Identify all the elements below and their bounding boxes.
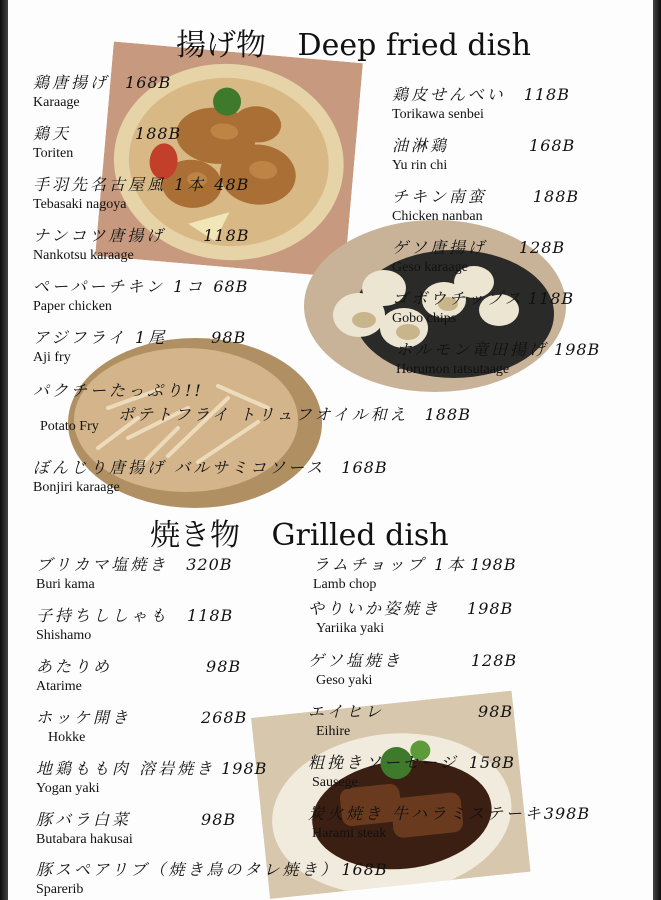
item-name-en: Sausege [312,775,358,790]
item-name-jp: エイヒレ [308,702,385,721]
item-name-en: Yu rin chi [392,158,448,173]
item-name-jp: 粗挽きソーセージ [308,753,459,772]
item-price: 320B [186,555,233,574]
menu-item [36,654,241,695]
item-price: 188B [424,405,471,424]
item-name-en: Yogan yaki [36,781,100,796]
grilled-title-en: Grilled dish [271,518,449,553]
item-name-jp: ラムチョップ 1本 [313,555,467,574]
menu-item [33,325,246,366]
menu-item [36,603,233,644]
item-name-jp: ペーパーチキン 1コ [33,277,206,296]
item-price: 128B [518,238,566,257]
menu-item [392,235,565,276]
page-edge-left [0,0,8,900]
item-name-jp: 豚バラ白菜 [36,810,132,829]
item-name-en: Torikawa senbei [392,107,484,122]
item-price: 98B [211,328,247,347]
menu-item [308,699,513,740]
item-price: 188B [135,124,182,143]
item-name-en: Atarime [36,679,82,694]
item-name-jp: 子持ちししゃも [36,606,170,625]
item-price: 48B [214,175,250,194]
item-name-en: Toriten [33,146,74,161]
item-price: 98B [478,702,514,721]
menu-item [392,184,579,225]
item-name-jp: ナンコツ唐揚げ [33,226,166,245]
item-name-en: Horumon tatsutaage [396,362,510,377]
item-price: 68B [213,277,249,296]
item-name-en: Harami steak [312,826,387,841]
item-price: 168B [125,73,172,92]
item-name-jp: 油淋鶏 [392,136,450,155]
item-price: 98B [206,657,242,676]
menu-item [33,121,181,162]
menu-item [308,596,513,637]
grilled-title-jp: 焼き物 [150,518,240,553]
item-price: 168B [341,458,388,477]
item-price: 198B [470,555,517,574]
item-price: 118B [203,226,250,245]
item-name-jp: 炭火焼き 牛ハラミステーキ [308,804,544,823]
menu-item [33,223,250,264]
item-price: 198B [554,340,601,359]
item-name-en: Sparerib [36,882,84,897]
item-name-en: Aji fry [33,350,71,365]
item-name-en: Shishamo [36,628,92,643]
item-name-en: Paper chicken [33,299,112,314]
item-price: 398B [543,804,591,823]
item-name-en: Lamb chop [313,577,377,592]
item-price: 188B [532,187,580,206]
menu-item [392,133,575,174]
item-name-jp: 鶏天 [33,124,72,143]
item-name-jp: 鶏唐揚げ [33,73,110,92]
item-name-jp: ゲソ唐揚げ [392,238,487,257]
menu-item [33,455,388,496]
item-name-jp: ゲソ塩焼き [308,651,403,670]
item-name-jp: ぼんじり唐揚げ バルサミコソース [33,458,326,477]
item-price: 198B [221,759,268,778]
item-name-jp: やりいか姿焼き [308,599,442,618]
potato-fry-name-en: Potato Fry [40,419,99,434]
potato-fry-item [118,402,471,425]
item-price: 118B [523,85,570,104]
item-name-en: Tebasaki nagoya [33,197,127,212]
item-name-en: Nankotsu karaage [33,248,134,263]
item-name-jp: 鶏皮せんべい [392,85,506,104]
item-name-jp: ホルモン竜田揚げ [396,340,549,359]
page-edge-right [653,0,661,900]
item-name-en: Geso yaki [316,673,373,688]
item-name-jp: チキン南蛮 [392,187,487,206]
item-name-en: Chicken nanban [392,209,483,224]
item-price: 158B [468,753,516,772]
menu-item [36,552,233,593]
item-name-en: Buri kama [36,577,95,592]
menu-item [396,337,600,378]
item-price: 268B [201,708,248,727]
menu-item [308,648,517,689]
menu-item [33,274,248,315]
item-name-en: Karaage [33,95,80,110]
item-name-en: Geso karaage [392,260,468,275]
item-name-jp: ゴボウチップス [392,289,524,308]
item-name-jp: ブリカマ塩焼き [36,555,169,574]
item-price: 98B [201,810,237,829]
menu-item [308,801,590,842]
menu-item [313,552,517,593]
menu-item [308,750,515,791]
item-name-en: Eihire [316,724,351,739]
item-name-jp: あたりめ [36,657,113,676]
potato-fry-tagline: パクチーたっぷり!! [33,381,204,400]
grilled-section-title [150,510,449,554]
item-price: 198B [467,599,514,618]
item-name-jp: ホッケ開き [36,708,132,727]
menu-page [8,0,653,900]
item-price: 118B [187,606,234,625]
menu-item [33,70,171,111]
menu-item [36,705,247,746]
menu-item [33,172,249,213]
menu-item [392,82,570,123]
fried-section-title [176,20,531,64]
item-price: 128B [470,651,518,670]
item-name-en: Hokke [48,730,86,745]
item-name-en: Yariika yaki [316,621,385,636]
item-price: 168B [341,860,388,879]
menu-item [36,807,236,848]
item-name-jp: 地鶏もも肉 溶岩焼き [36,759,216,778]
item-name-jp: 豚スペアリブ（焼き鳥のタレ焼き） [36,860,340,879]
item-name-jp: ポテトフライ トリュフオイル和え [118,405,409,424]
item-name-en: Butabara hakusai [36,832,133,847]
menu-item [36,756,267,797]
menu-item [392,286,574,327]
menu-item [36,857,388,898]
item-name-jp: アジフライ 1尾 [33,328,168,347]
item-price: 118B [527,289,575,308]
fried-title-jp: 揚げ物 [176,28,266,63]
item-name-jp: 手羽先名古屋風 1本 [33,175,207,194]
item-name-en: Gobo chips [392,311,457,326]
item-price: 168B [529,136,576,155]
item-name-en: Bonjiri karaage [33,480,120,495]
fried-title-en: Deep fried dish [297,28,531,63]
